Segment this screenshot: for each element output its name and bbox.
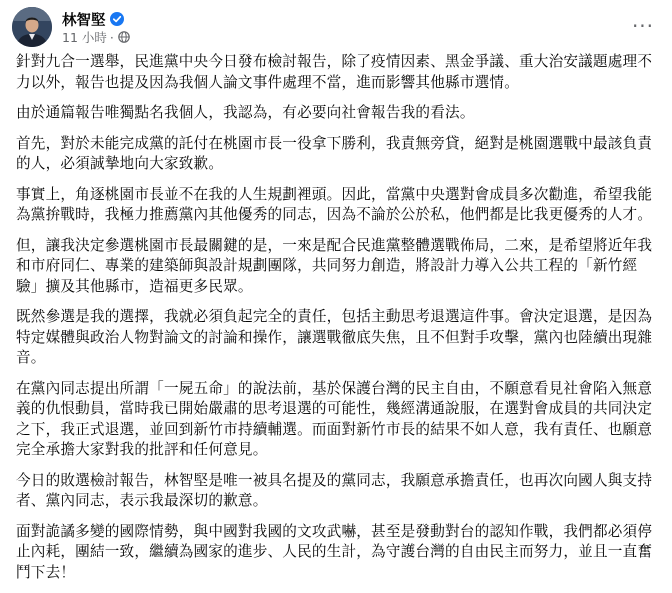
post-paragraph: 針對九合一選舉，民進黨中央今日發布檢討報告，除了疫情因素、黑金爭議、重大治安議題處理不力以外，報告也提及因為我個人論文事件處理不當，進而影響其他縣市選情。 xyxy=(16,53,653,91)
meta-separator: · xyxy=(109,29,114,45)
globe-icon xyxy=(118,31,130,43)
post-paragraph: 由於通篇報告唯獨點名我個人，我認為，有必要向社會報告我的看法。 xyxy=(16,104,475,121)
post-paragraph: 事實上，角逐桃園市長並不在我的人生規劃裡頭。因此，當黨中央選對會成員多次勸進，希望我能為黨拚戰時，我極力推薦黨內其他優秀的同志，因為不論於公於私，他們都是比我更優秀的人才。 xyxy=(16,185,653,223)
more-options-icon[interactable]: ··· xyxy=(631,14,655,38)
post-paragraph: 但，讓我決定參選桃園市長最關鍵的是，一來是配合民進黨整體選戰佈局，二來，是希望將近年我和市府同仁、專業的建築師與設計規劃團隊，共同努力創造，將設計力導入公共工程的「新竹經驗」擴及其他縣市，造福更多民眾。 xyxy=(16,236,653,295)
post-paragraph: 今日的敗選檢討報告，林智堅是唯一被具名提及的黨同志，我願意承擔責任，也再次向國人與支持者、黨內同志，表示我最深切的歉意。 xyxy=(16,471,653,509)
author-row xyxy=(62,10,124,28)
avatar-portrait xyxy=(12,7,52,47)
avatar[interactable] xyxy=(12,7,52,47)
author-name[interactable]: 林智堅 xyxy=(62,12,106,29)
post-timestamp[interactable]: 11 小時 xyxy=(62,30,107,45)
post-header xyxy=(12,7,660,47)
post-body xyxy=(16,52,656,593)
post-paragraph: 在黨內同志提出所謂「一屍五命」的說法前，基於保護台灣的民主自由，不願意看見社會陷入無意義的仇恨動員，當時我已開始嚴肅的思考退選的可能性，幾經溝通說服，在選對會成員的共同決定之下，我正式退選，並回到新竹市持續輔選。而面對新竹市長的結果不如人意，我有責任、也願意完全承擔大家對我的批評和任何意見。 xyxy=(16,379,653,458)
post-paragraph: 首先，對於未能完成黨的託付在桃園市長一役拿下勝利，我責無旁貸，絕對是桃園選戰中最該負責的人，必須誠摯地向大家致歉。 xyxy=(16,134,653,172)
post-paragraph: 面對詭譎多變的國際情勢，與中國對我國的文攻武嚇，甚至是發動對台的認知作戰，我們都必須停止內耗，團結一致，繼續為國家的進步、人民的生計，為守護台灣的自由民主而努力，並且一直奮鬥下去！ xyxy=(16,522,653,581)
post-meta xyxy=(62,29,130,45)
verified-badge-icon xyxy=(110,12,124,26)
post-paragraph: 既然參選是我的選擇，我就必須負起完全的責任，包括主動思考退選這件事。會決定退選，是因為特定媒體與政治人物對論文的討論和操作，讓選戰徹底失焦，且不但對手攻擊，黨內也陸續出現雜音。 xyxy=(16,308,653,366)
